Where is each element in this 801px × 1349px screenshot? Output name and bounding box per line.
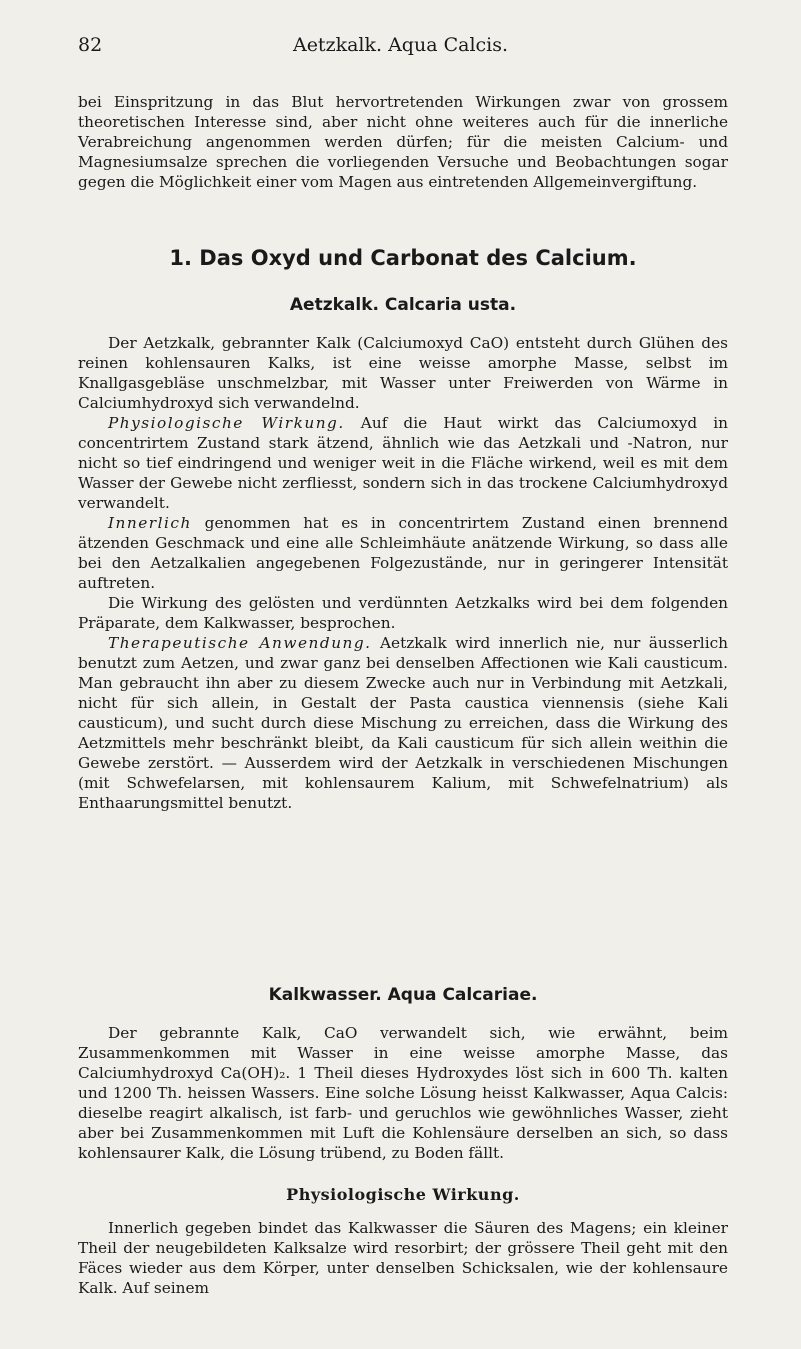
intro-block (78, 92, 728, 192)
aetzkalk-block (78, 295, 728, 813)
kalkwasser-heading: Kalkwasser. Aqua Calcariae. (268, 985, 538, 1005)
innerlich-lead: Innerlich (108, 514, 192, 532)
aetzkalk-paragraph-2-text: Auf die Haut wirkt das Calciumoxyd in concentrirtem Zustand stark ätzend, ähnlich wie das Aetzkali und -Natron, nur nicht so tief eindringend und weniger weit in die Fläche wirkend, weil es mit dem Wasser der Gewebe nicht zerfliesst, sondern sich in das trockene Calciumhydroxyd verwandelt. (78, 414, 728, 512)
intro-paragraph: bei Einspritzung in das Blut hervortretenden Wirkungen zwar von grossem theoretischen Interesse sind, aber nicht ohne weiteres auch für die innerliche Verabreichung angenommen werden dürfen; für die meisten Calcium- und Magnesiumsalze sprechen die vorliegenden Versuche und Beobachtungen sogar gegen die Möglichkeit einer vom Magen aus eintretenden Allgemeinvergiftung. (78, 93, 728, 191)
physiologische-wirkung-lead: Physiologische Wirkung. (108, 414, 345, 432)
aetzkalk-paragraph-3-text: genommen hat es in concentrirtem Zustand einen brennend ätzenden Geschmack und eine alle Schleimhäute anätzende Wirkung, so dass alle bei den Aetzalkalien angegebenen Folgezustände, nur in geringerer Intensität auftreten. (78, 514, 728, 592)
section-heading-block (78, 246, 728, 270)
aetzkalk-paragraph-4: Die Wirkung des gelösten und verdünnten Aetzkalks wird bei dem folgenden Präparate, dem Kalkwasser, besprochen. (78, 594, 728, 632)
running-head (0, 34, 801, 64)
kalkwasser-paragraph: Der gebrannte Kalk, CaO verwandelt sich, wie erwähnt, beim Zusammenkommen mit Wasser in eine weisse amorphe Masse, das Calciumhydroxyd Ca(OH)₂. 1 Theil dieses Hydroxydes löst sich in 600 Th. kalten und 1200 Th. heissen Wassers. Eine solche Lösung heisst Kalkwasser, Aqua Calcis: dieselbe reagirt alkalisch, ist farb- und geruchlos wie gewöhnliches Wasser, zieht aber bei Zusammenkommen mit Luft die Kohlensäure derselben an sich, so dass kohlensaurer Kalk, die Lösung trübend, zu Boden fällt. (78, 1024, 728, 1162)
aetzkalk-paragraph-5 (78, 633, 728, 813)
physiologische-paragraph: Innerlich gegeben bindet das Kalkwasser die Säuren des Magens; ein kleiner Theil der neugebildeten Kalksalze wird resorbirt; der grössere Theil geht mit den Fäces wieder aus dem Körper, unter denselben Schicksalen, wie der kohlensaure Kalk. Auf seinem (78, 1219, 728, 1297)
therapeutische-anwendung-lead: Therapeutische Anwendung. (108, 634, 372, 652)
aetzkalk-paragraph-2 (78, 413, 728, 513)
aetzkalk-paragraph-5-text: Aetzkalk wird innerlich nie, nur äusserlich benutzt zum Aetzen, und zwar ganz bei denselben Affectionen wie Kali causticum. Man gebraucht ihn aber zu diesem Zwecke auch nur in Verbindung mit Aetzkali, nicht für sich allein, in Gestalt der Pasta caustica viennensis (siehe Kali causticum), und sucht durch diese Mischung zu erreichen, dass die Wirkung des Aetzmittels mehr beschränkt bleibt, da Kali causticum für sich allein weithin die Gewebe zerstört. — Ausserdem wird der Aetzkalk in verschiedenen Mischungen (mit Schwefelarsen, mit kohlensaurem Kalium, mit Schwefelnatrium) als Enthaarungsmittel benutzt. (78, 634, 729, 812)
kalkwasser-block (78, 985, 728, 1163)
aetzkalk-paragraph-3 (78, 513, 728, 593)
running-title: Aetzkalk. Aqua Calcis. (292, 34, 509, 56)
physiologische-heading: Physiologische Wirkung. (286, 1185, 520, 1204)
physiologische-block (78, 1185, 728, 1298)
aetzkalk-paragraph-1: Der Aetzkalk, gebrannter Kalk (Calciumoxyd CaO) entsteht durch Glühen des reinen kohlensauren Kalks, ist eine weisse amorphe Masse, selbst im Knallgasgebläse unschmelzbar, mit Wasser unter Freiwerden von Wärme in Calciumhydroxyd sich verwandelnd. (78, 334, 728, 412)
section-heading: 1. Das Oxyd und Carbonat des Calcium. (169, 246, 637, 270)
aetzkalk-heading: Aetzkalk. Calcaria usta. (289, 295, 517, 315)
page-number: 82 (78, 34, 103, 56)
